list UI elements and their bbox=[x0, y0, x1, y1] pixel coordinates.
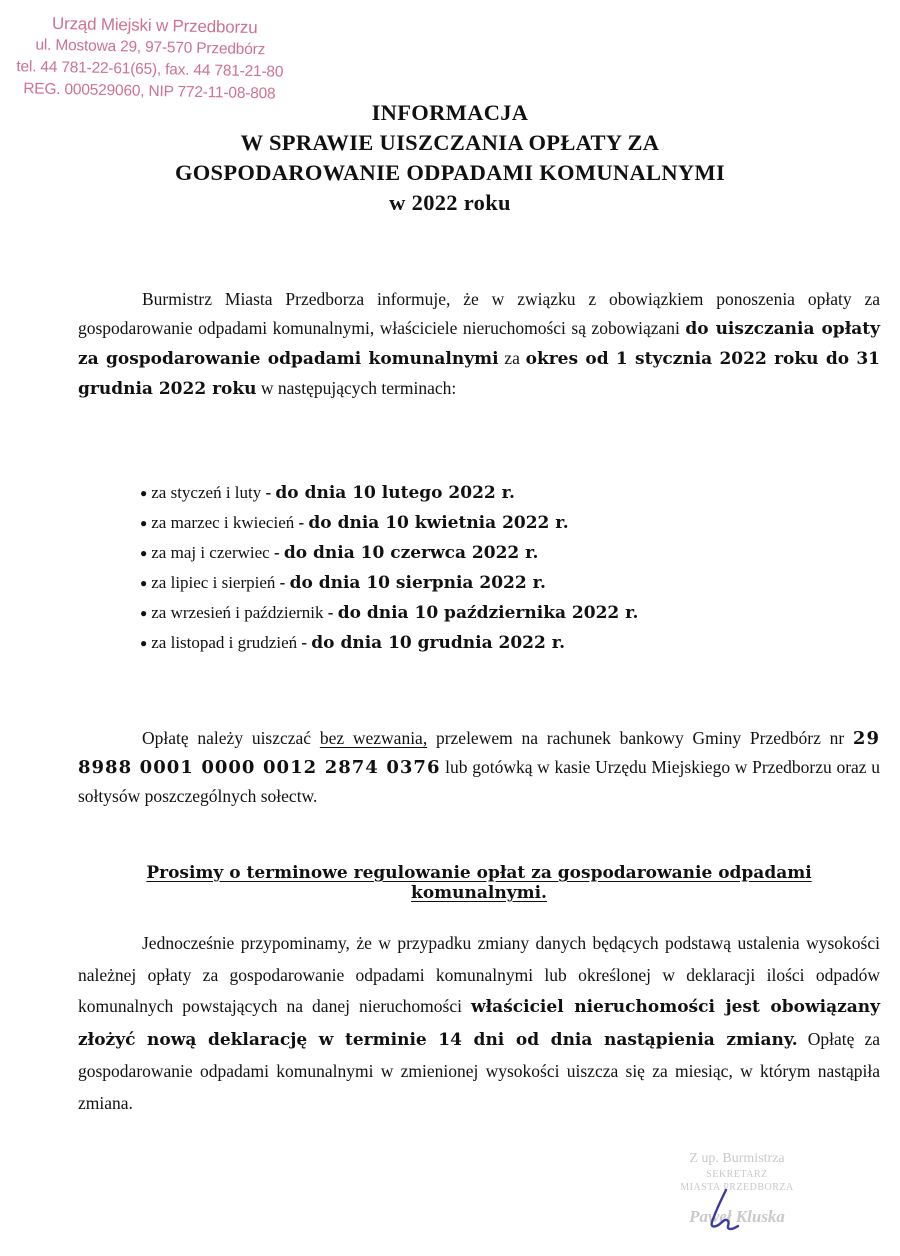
stamp-address: ul. Mostowa 29, 97-570 Przedbórz bbox=[35, 36, 266, 59]
signature-office: MIASTA PRZEDBORZA bbox=[680, 1182, 794, 1193]
handwritten-signature-icon bbox=[702, 1188, 742, 1234]
reminder-text-1: Jednocześnie przypominamy, że w przypadku zmiany danych będących podstawą ustalenia wysokości należnej opłaty za gospodarowanie odpadami komunalnymi lub określonej w deklaracji ilości odpadów komunalnych powstających na danej nieruchomości bbox=[78, 933, 880, 1016]
stamp-phone-fax: tel. 44 781-22-61(65), fax. 44 781-21-80 bbox=[16, 58, 284, 81]
schedule-item: ● za listopad i grudzień - do dnia 10 grudnia 2022 r. bbox=[140, 633, 566, 653]
signature-authority: Z up. Burmistrza bbox=[689, 1151, 785, 1166]
schedule-deadline: do dnia 10 czerwca 2022 r. bbox=[283, 543, 539, 563]
office-stamp bbox=[10, 12, 290, 106]
intro-text-1: Burmistrz Miasta Przedborza informuje, że w związku z obowiązkiem ponoszenia opłaty za gospodarowanie odpadami komunalnymi, właściciele nieruchomości są zobowiązani bbox=[78, 289, 880, 338]
schedule-period: za marzec i kwiecień bbox=[151, 513, 295, 532]
stamp-office-name: Urząd Miejski w Przedborzu bbox=[51, 13, 258, 38]
schedule-item: ● za styczeń i luty - do dnia 10 lutego 2022 r. bbox=[140, 483, 515, 503]
document-title bbox=[0, 98, 900, 218]
schedule-period: za lipiec i sierpień bbox=[151, 573, 276, 592]
schedule-period: za listopad i grudzień bbox=[151, 633, 298, 652]
reminder-text-2: Opłatę za gospodarowanie odpadami komunalnymi w zmienionej wysokości uiszcza się za miesiąc, w którym nastąpiła zmiana. bbox=[78, 1028, 880, 1113]
payment-paragraph bbox=[78, 724, 880, 811]
schedule-period: za maj i czerwiec bbox=[151, 543, 270, 562]
intro-bold-period: okres od 1 stycznia 2022 roku do 31 grudnia 2022 roku bbox=[78, 349, 881, 399]
reminder-paragraph bbox=[78, 928, 880, 1119]
reminder-bold: właściciel nieruchomości jest obowiązany złożyć nową deklarację w terminie 14 dni od dnia nastąpienia zmiany. bbox=[78, 997, 880, 1050]
schedule-period: za wrzesień i październik bbox=[151, 603, 324, 622]
payment-schedule bbox=[140, 478, 860, 658]
schedule-deadline: do dnia 10 października 2022 r. bbox=[337, 603, 639, 623]
schedule-item: ● za lipiec i sierpień - do dnia 10 sierpnia 2022 r. bbox=[140, 573, 546, 593]
payment-text-3: lub gotówką w kasie Urzędu Miejskiego w Przedborzu oraz u sołtysów poszczególnych sołectw. bbox=[78, 757, 881, 806]
payment-no-request: bez wezwania, bbox=[319, 728, 428, 748]
signature-block bbox=[632, 1150, 842, 1232]
intro-paragraph bbox=[78, 285, 880, 404]
schedule-item: ● za maj i czerwiec - do dnia 10 czerwca 2022 r. bbox=[140, 543, 539, 563]
title-line-2: W SPRAWIE UISZCZANIA OPŁATY ZA bbox=[240, 130, 660, 155]
title-line-4: w 2022 roku bbox=[389, 190, 511, 215]
signature-name: Paweł Kluska bbox=[689, 1207, 785, 1226]
appeal-heading: Prosimy o terminowe regulowanie opłat za gospodarowanie odpadami komunalnymi. bbox=[146, 863, 812, 903]
schedule-period: za styczeń i luty bbox=[151, 483, 262, 502]
schedule-deadline: do dnia 10 grudnia 2022 r. bbox=[311, 633, 566, 653]
schedule-deadline: do dnia 10 sierpnia 2022 r. bbox=[289, 573, 546, 593]
bank-account-number: 29 8988 0001 0000 0012 2874 0376 bbox=[78, 728, 880, 778]
schedule-item: ● za wrzesień i październik - do dnia 10 października 2022 r. bbox=[140, 603, 639, 623]
stamp-registration: REG. 000529060, NIP 772-11-08-808 bbox=[23, 80, 276, 103]
payment-text-1: Opłatę należy uiszczać bbox=[142, 728, 320, 748]
title-line-3: GOSPODAROWANIE ODPADAMI KOMUNALNYMI bbox=[174, 160, 726, 185]
schedule-deadline: do dnia 10 lutego 2022 r. bbox=[275, 483, 515, 503]
title-line-1: INFORMACJA bbox=[371, 100, 529, 125]
intro-text-2: za bbox=[498, 348, 526, 368]
intro-text-3: w następujących terminach: bbox=[256, 378, 457, 398]
signature-role: SEKRETARZ bbox=[706, 1169, 768, 1180]
payment-text-2: przelewem na rachunek bankowy Gminy Przedbórz nr bbox=[427, 728, 853, 748]
intro-bold-1: do uiszczania opłaty za gospodarowanie odpadami komunalnymi bbox=[78, 319, 880, 369]
schedule-item: ● za marzec i kwiecień - do dnia 10 kwietnia 2022 r. bbox=[140, 513, 569, 533]
schedule-deadline: do dnia 10 kwietnia 2022 r. bbox=[308, 513, 569, 533]
